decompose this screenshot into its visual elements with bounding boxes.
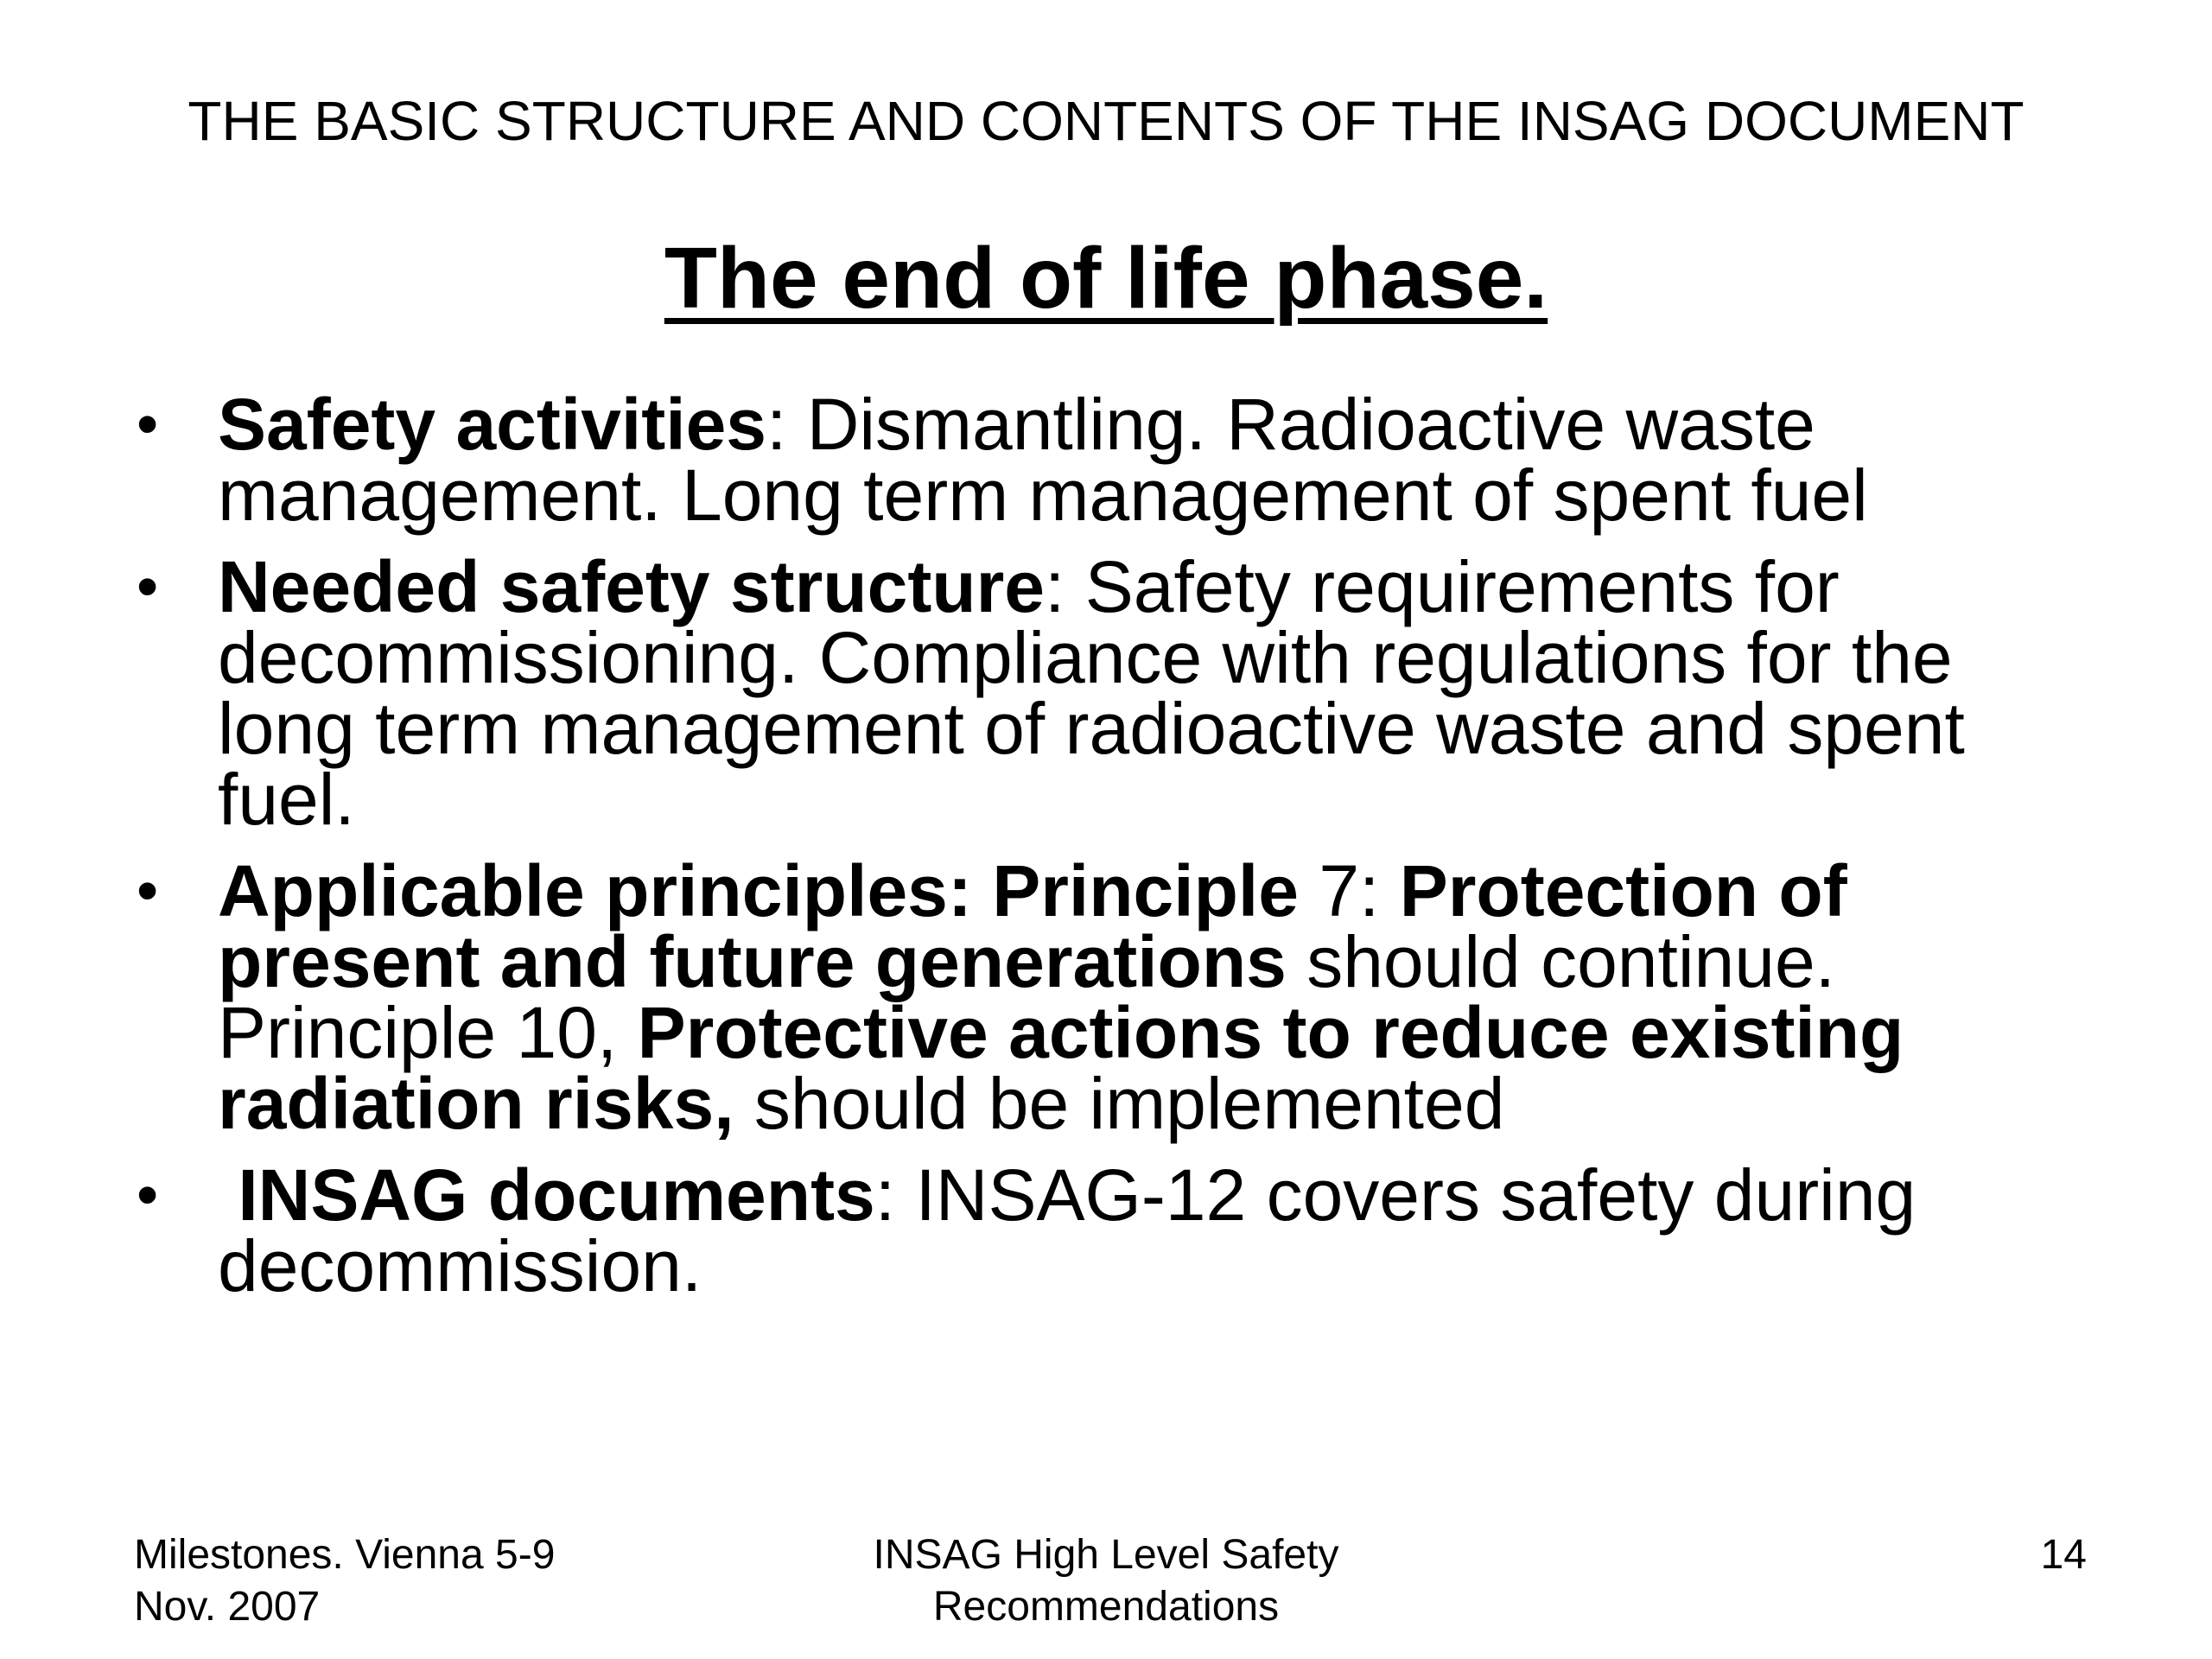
bullet-emphasis: Protection of present and future generations — [218, 850, 1847, 1002]
bullet-dot-icon: • — [137, 856, 159, 925]
bullet-text: 7: — [1298, 850, 1400, 931]
bullet-item-needed-safety-structure — [0, 546, 2032, 840]
footer-event-line1: Milestones. Vienna 5-9 — [134, 1532, 556, 1578]
bullet-text: : INSAG-12 covers safety during decommission. — [218, 1154, 1916, 1306]
bullet-label: Applicable principles: Principle — [218, 850, 1299, 931]
bullet-label: Needed safety structure — [218, 546, 1046, 627]
bullet-item-safety-activities — [0, 384, 2032, 536]
footer-event — [134, 1529, 618, 1633]
footer-presentation-title — [760, 1529, 1452, 1633]
footer-presentation-line2: Recommendations — [932, 1584, 1280, 1630]
bullet-item-insag-documents — [0, 1154, 2032, 1306]
bullet-dot-icon: • — [137, 552, 159, 621]
slide-title-text: The end of life phase. — [664, 230, 1548, 327]
bullet-text: : Safety requirements for decommissioning. Compliance with regulations for the long term management of radioactive waste and spent fuel. — [218, 546, 1965, 840]
bullet-text: : Dismantling. Radioactive waste management. Long term management of spent fuel — [218, 384, 1868, 536]
slide-title — [0, 226, 2212, 330]
bullet-item-applicable-principles — [0, 850, 2032, 1144]
page-number: 14 — [2040, 1532, 2087, 1578]
slide-header: THE BASIC STRUCTURE AND CONTENTS OF THE INSAG DOCUMENT — [188, 90, 2024, 152]
bullet-text: should be implemented — [734, 1063, 1505, 1144]
bullet-label: Safety activities — [218, 384, 767, 465]
bullet-list — [0, 384, 2212, 1322]
bullet-dot-icon: • — [137, 390, 159, 459]
footer-presentation-line1: INSAG High Level Safety — [873, 1532, 1339, 1578]
bullet-dot-icon: • — [137, 1160, 159, 1230]
bullet-text: should continue. Principle 10, — [218, 921, 1836, 1073]
bullet-label: INSAG documents — [218, 1154, 875, 1236]
footer-event-line2: Nov. 2007 — [134, 1584, 321, 1630]
bullet-emphasis: Protective actions to reduce existing radiation risks, — [218, 992, 1904, 1144]
